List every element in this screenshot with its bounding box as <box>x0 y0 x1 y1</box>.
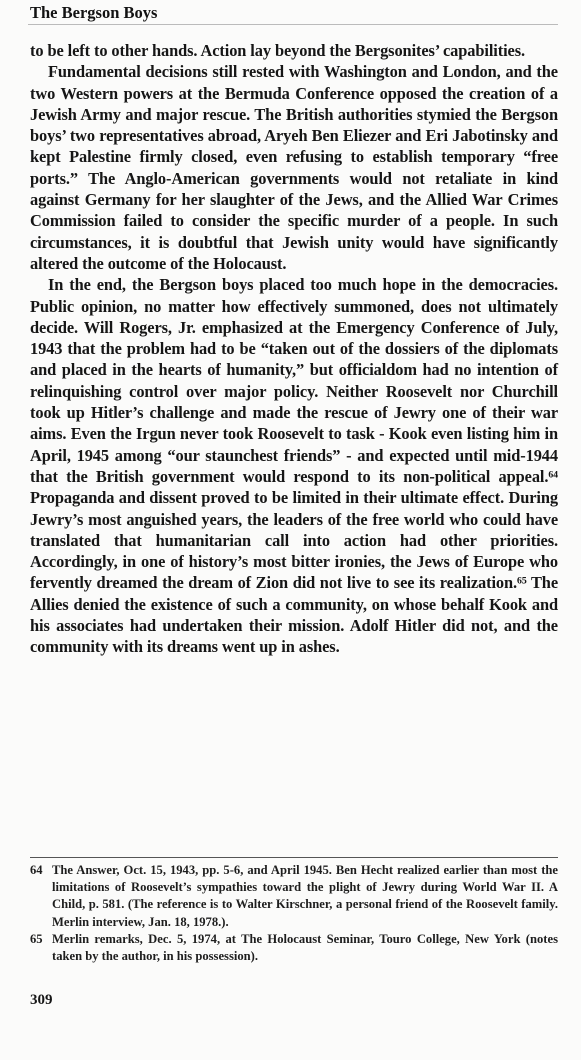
footnote-text: The Answer, Oct. 15, 1943, pp. 5-6, and April 1945. Ben Hecht realized earlier than most the limitations of Roosevelt’s sympathies toward the plight of Jewry during World War II. A Child, p. 581. (The reference is to Walter Kirschner, a personal friend of the Roosevelt family. Merlin interview, Jan. 18, 1978.). <box>52 863 558 929</box>
running-head: The Bergson Boys <box>30 3 158 22</box>
paragraph-continuation: to be left to other hands. Action lay beyond the Bergsonites’ capabilities. <box>30 41 525 60</box>
footnotes <box>30 862 558 965</box>
footnote-text: Merlin remarks, Dec. 5, 1974, at The Holocaust Seminar, Touro College, New York (notes taken by the author, in his possession). <box>52 931 558 964</box>
footnote-number: 64 <box>30 863 43 877</box>
page-number: 309 <box>30 992 53 1008</box>
header-rule <box>28 24 558 25</box>
footnote-64 <box>30 862 558 931</box>
paragraph: Fundamental decisions still rested with Washington and London, and the two Western powers at the Bermuda Conference opposed the creation of a Jewish Army and major rescue. The British authorities stymied the Bergson boys’ two representatives abroad, Aryeh Ben Eliezer and Eri Jabotinsky and kept Palestine firmly closed, even refusing to establish temporary “free ports.” The Anglo-American governments would not retaliate in kind against Germany for her slaughter of the Jews, and the Allied War Crimes Commission failed to consider the specific murder of a people. In such circumstances, it is doubtful that Jewish unity would have significantly altered the outcome of the Holocaust. <box>30 62 558 273</box>
paragraph: In the end, the Bergson boys placed too much hope in the democracies. Public opinion, no matter how effectively summoned, does not ultimately decide. Will Rogers, Jr. emphasized at the Emergency Conference of July, 1943 that the problem had to be “taken out of the dossiers of the diplomats and placed in the hearts of humanity,” but officialdom had no intention of relinquishing control over major policy. Neither Roosevelt nor Churchill took up Hitler’s challenge and made the rescue of Jewry one of their war aims. Even the Irgun never took Roosevelt to task - Kook even listing him in April, 1945 among “our staunchest friends” - and expected until mid-1944 that the British government would respond to its non-political appeal.⁶⁴ Propaganda and dissent proved to be limited in their ultimate effect. During Jewry’s most anguished years, the leaders of the free world who could have translated that humanitarian call into action had other priorities. Accordingly, in one of history’s most bitter ironies, the Jews of Europe who fervently dreamed the dream of Zion did not live to see its realization.⁶⁵ The Allies denied the existence of such a community, on whose behalf Kook and his associates had undertaken their mission. Adolf Hitler did not, and the community with its dreams went up in ashes. <box>30 275 558 657</box>
footnote-rule <box>30 857 558 858</box>
footnote-number: 65 <box>30 931 43 946</box>
footnote-65 <box>30 931 558 965</box>
body-text <box>30 40 558 658</box>
